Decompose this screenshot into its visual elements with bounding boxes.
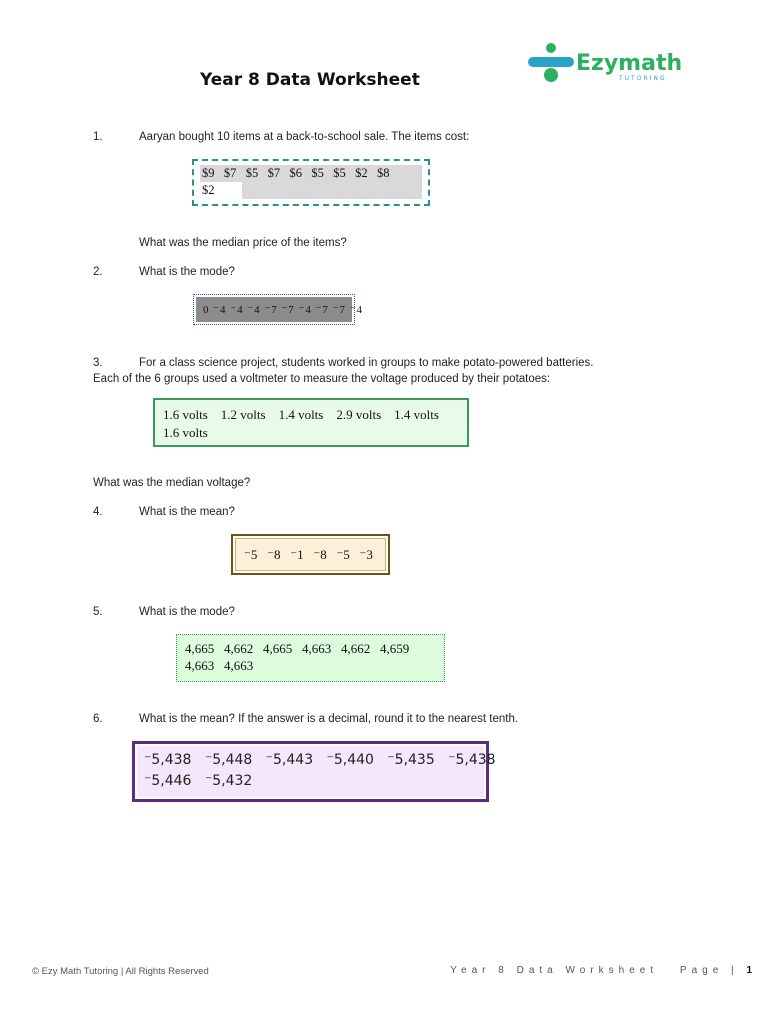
logo-body <box>544 68 558 82</box>
question-1-follow-up: What was the median price of the items? <box>139 237 347 249</box>
logo-arms <box>528 57 574 67</box>
footer-page-info <box>450 965 752 976</box>
question-6-text: What is the mean? If the answer is a decimal, round it to the nearest tenth. <box>139 713 519 725</box>
question-3-number: 3. <box>93 357 103 369</box>
question-4-values: ⁻5 ⁻8 ⁻1 ⁻8 ⁻5 ⁻3 <box>244 547 373 562</box>
page-title: Year 8 Data Worksheet <box>200 70 420 90</box>
question-3-data-box <box>153 398 469 447</box>
question-6-number: 6. <box>93 713 103 725</box>
question-3-follow-up: What was the median voltage? <box>93 477 251 489</box>
question-1-values-line1: $9 $7 $5 $7 $6 $5 $5 $2 $8 <box>202 166 390 180</box>
question-4-data-bg <box>235 538 386 571</box>
question-1-text: Aaryan bought 10 items at a back-to-school sale. The items cost: <box>139 131 470 143</box>
question-2-number: 2. <box>93 266 103 278</box>
question-6-data-bg <box>137 746 496 797</box>
question-1-data-box <box>192 159 430 206</box>
question-5-values-line1: 4,665 4,662 4,665 4,663 4,662 4,659 <box>185 641 410 656</box>
question-1-values-line2: $2 <box>202 183 215 197</box>
question-4-text: What is the mean? <box>139 506 235 518</box>
footer-doc-title: Year 8 Data Worksheet <box>450 965 659 976</box>
question-4-data-box <box>231 534 390 575</box>
question-6-data-box <box>132 741 496 802</box>
ezymath-logo <box>524 42 684 86</box>
logo-head <box>546 43 556 53</box>
question-3-values-line2: 1.6 volts <box>163 425 208 440</box>
question-6-values-line1: ⁻5,438 ⁻5,448 ⁻5,443 ⁻5,440 ⁻5,435 ⁻5,438 <box>144 752 496 768</box>
footer-page-number: 1 <box>746 965 752 976</box>
question-5-data-box <box>176 634 445 682</box>
question-2-data-bg <box>196 297 364 322</box>
question-5-text: What is the mode? <box>139 606 235 618</box>
question-2-values: 0 ⁻4 ⁻4 ⁻4 ⁻7 ⁻7 ⁻4 ⁻7 ⁻7 ⁻4 <box>203 304 364 316</box>
question-1-number: 1. <box>93 131 103 143</box>
question-3-values-line1: 1.6 volts 1.2 volts 1.4 volts 2.9 volts 1.4 volts <box>163 407 439 422</box>
question-2-data-box <box>193 294 364 325</box>
logo-subtext: TUTORING <box>619 75 667 82</box>
logo-text: Ezymath <box>576 51 683 76</box>
question-3-text: For a class science project, students worked in groups to make potato-powered batteries. <box>139 357 594 369</box>
question-5-number: 5. <box>93 606 103 618</box>
footer-page-label: Page | <box>679 965 739 976</box>
question-5-values-line2: 4,663 4,663 <box>185 658 254 673</box>
question-4-number: 4. <box>93 506 103 518</box>
question-3-text-line2: Each of the 6 groups used a voltmeter to measure the voltage produced by their potatoes: <box>93 373 551 385</box>
question-6-values-line2: ⁻5,446 ⁻5,432 <box>144 773 253 789</box>
question-2-text: What is the mode? <box>139 266 235 278</box>
footer-copyright: © Ezy Math Tutoring | All Rights Reserved <box>32 966 209 977</box>
